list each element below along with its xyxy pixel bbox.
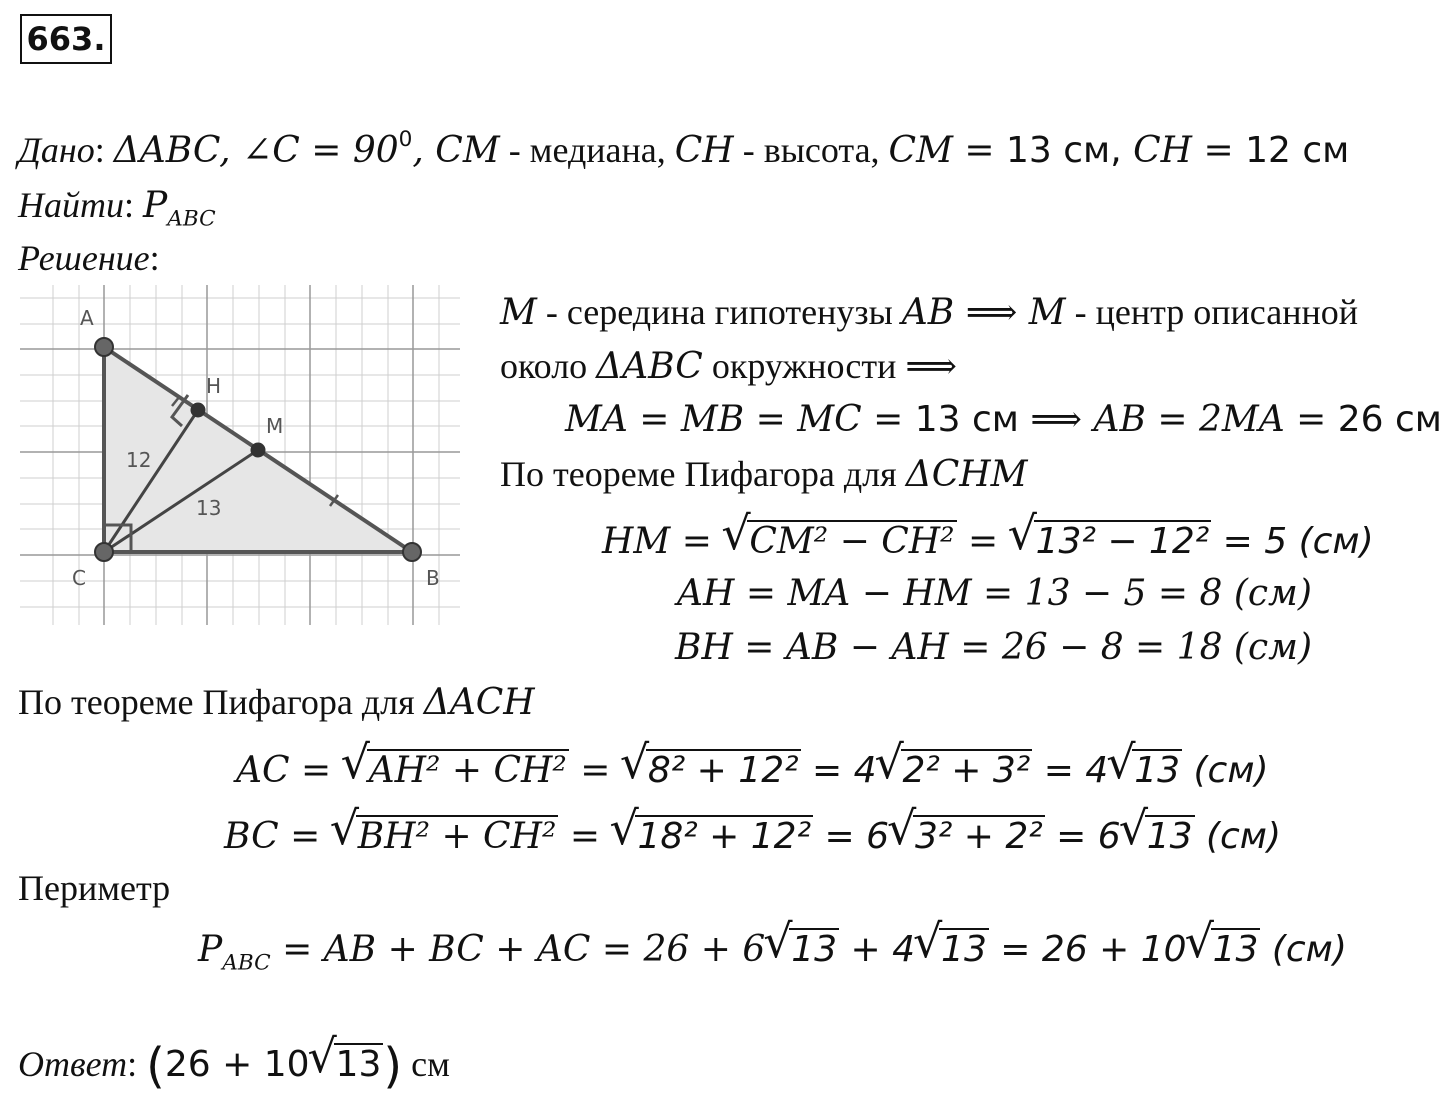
- right-line-1: [500, 294, 1358, 331]
- ac-root-3: √ 2² + 3²: [877, 749, 1033, 789]
- r1-t2: - центр описанной: [1065, 292, 1359, 332]
- perimeter-root-2: √ 13: [915, 928, 989, 968]
- bh-equation: BH = AB − AH = 26 − 8 = 18 (см): [675, 627, 1313, 668]
- label-c: C: [72, 566, 86, 590]
- ach-title: [18, 684, 535, 721]
- r3-d: 26 см: [1337, 399, 1442, 440]
- perimeter-p-sub: ABC: [222, 950, 271, 976]
- label-13: 13: [196, 496, 222, 520]
- given-median-word: - медиана,: [499, 130, 675, 170]
- label-a: A: [80, 306, 94, 330]
- label-m: M: [266, 414, 284, 438]
- point-m: [251, 443, 266, 458]
- ac-lhs: AC =: [236, 750, 343, 791]
- given-height-word: - высота,: [733, 130, 889, 170]
- answer-line: Ответ: (26 + 10√ 13) см: [18, 1042, 450, 1090]
- bc-root-4: √ 13: [1121, 815, 1195, 855]
- ac-equation: AC = √ AH² + CH² = √ 8² + 12² = 4√ 2² + 3² = 4√ 13 (см): [236, 749, 1269, 789]
- point-c: [95, 543, 113, 561]
- r3-b: 13 см: [914, 399, 1031, 440]
- r4-t: По теореме Пифагора для: [500, 454, 906, 494]
- r2-t2: окружности: [702, 346, 906, 386]
- bc-equation: BC = √ BH² + CH² = √ 18² + 12² = 6√ 3² + 2² = 6√ 13 (см): [224, 815, 1281, 855]
- given-angle: ∠C = 90: [242, 130, 399, 171]
- given-cm: CM: [435, 130, 500, 171]
- point-b: [403, 543, 421, 561]
- hm-root-2: √ 13² − 12²: [1010, 520, 1212, 560]
- given-cm-val: 13 см,: [1006, 130, 1134, 171]
- problem-number: 663.: [20, 14, 112, 64]
- given-label: Дано: [18, 130, 95, 170]
- right-line-3: [565, 401, 1442, 438]
- ach-tri: ΔACH: [423, 682, 535, 723]
- find-p: P: [143, 185, 168, 226]
- r3-a: MA = MB = MC =: [565, 399, 915, 440]
- triangle-figure: [20, 285, 460, 625]
- ac-root-4: √ 13: [1108, 749, 1182, 789]
- hm-root-1: √ CM² − CH²: [723, 520, 956, 560]
- r1-t1: - середина гипотенузы: [536, 292, 902, 332]
- answer-label: Ответ: [18, 1044, 128, 1084]
- solution-label: Решение: [18, 238, 150, 278]
- hm-lhs: HM =: [602, 521, 724, 562]
- perimeter-p: P: [198, 929, 223, 970]
- right-line-4: [500, 456, 1028, 493]
- ah-equation: AH = MA − HM = 13 − 5 = 8 (см): [677, 573, 1312, 614]
- hm-eq: =: [956, 521, 1010, 562]
- perimeter-equation: $P_{ABC}$ = AB + BC + AC = 26 + 6√ 13 + 4√ 13 = 26 + 10√ 13 (см): [198, 928, 1347, 968]
- answer-open-paren: (: [146, 1038, 165, 1094]
- perimeter-root-3: √ 13: [1187, 928, 1261, 968]
- bc-lhs: BC =: [224, 816, 332, 857]
- ach-title-text: По теореме Пифагора для: [18, 682, 424, 722]
- given-ch: CH: [674, 130, 734, 171]
- given-ch-eq: CH =: [1133, 130, 1246, 171]
- given-ch-val: 12 см: [1245, 130, 1350, 171]
- ac-root-1: √ AH² + CH²: [343, 749, 569, 789]
- given-triangle: ΔABC: [113, 130, 220, 171]
- r1-m: M: [500, 292, 537, 333]
- r4-tri: ΔCHM: [905, 454, 1028, 495]
- bc-root-2: √ 18² + 12²: [611, 815, 813, 855]
- perimeter-root-1: √ 13: [765, 928, 839, 968]
- right-line-2: [500, 348, 957, 385]
- hm-result: = 5 (см): [1211, 521, 1374, 562]
- bc-root-3: √ 3² + 2²: [889, 815, 1045, 855]
- given-angle-exp: 0: [398, 126, 413, 152]
- label-h: H: [206, 374, 222, 398]
- label-12: 12: [126, 448, 152, 472]
- find-p-sub: ABC: [167, 206, 216, 232]
- perimeter-title: Периметр: [18, 868, 171, 908]
- r2-arrow: ⟹: [905, 346, 957, 387]
- point-a: [95, 338, 113, 356]
- given-cm-eq: CM =: [888, 130, 1007, 171]
- answer-root: √ 13: [310, 1043, 384, 1083]
- point-h: [191, 403, 206, 418]
- solution-line: Решение:: [18, 238, 160, 278]
- hm-equation: [602, 520, 1374, 560]
- answer-close-paren: ): [383, 1038, 403, 1094]
- given-line: Дано: ΔABC, ∠C = $90^0$, CM - медиана, CH - высота, CM = 13 см, CH = 12 см: [18, 126, 1350, 171]
- r2-tri: ΔABC: [596, 346, 703, 387]
- answer-expr: 26 + 10: [164, 1044, 310, 1085]
- find-label: Найти: [18, 185, 124, 225]
- label-b: B: [426, 566, 440, 590]
- bc-root-1: √ BH² + CH²: [332, 815, 559, 855]
- r3-c: ⟹ AB = 2MA =: [1030, 399, 1338, 440]
- find-line: Найти: $P_{ABC}$: [18, 185, 216, 232]
- answer-unit: см: [402, 1044, 450, 1084]
- r2-t1: около: [500, 346, 597, 386]
- r1-ab: AB ⟹ M: [901, 292, 1066, 333]
- ac-root-2: √ 8² + 12²: [622, 749, 801, 789]
